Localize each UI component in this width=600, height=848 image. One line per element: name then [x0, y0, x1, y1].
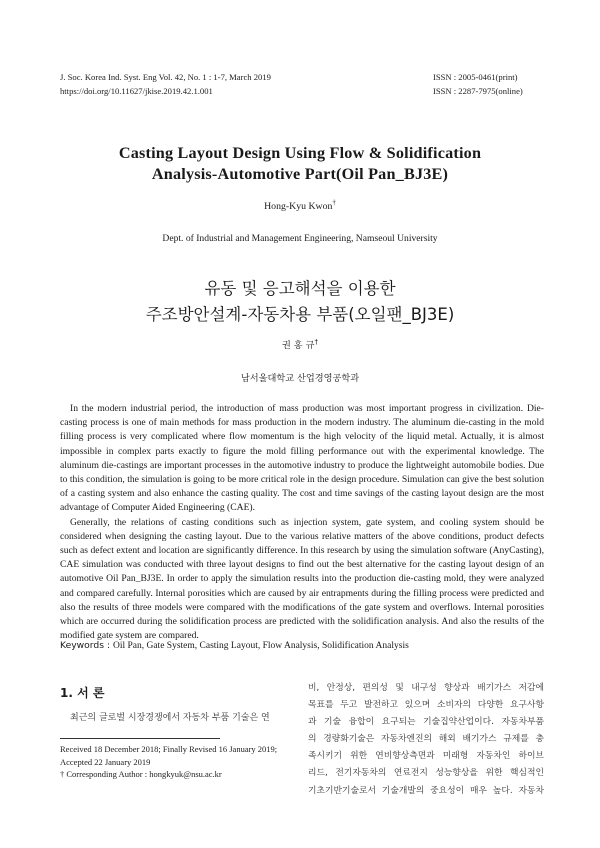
title-korean-line-1: 유동 및 응고해석을 이용한	[204, 279, 396, 298]
footnote-received: Received 18 December 2018; Finally Revised 16 January 2019;	[60, 744, 278, 754]
keywords-text: Oil Pan, Gate System, Casting Layout, Flow Analysis, Solidification Analysis	[112, 641, 409, 651]
title-korean	[0, 276, 600, 328]
corresponding-mark-ko: †	[314, 337, 318, 346]
title-korean-line-2: 주조방안설계-자동차용 부품(오일팬_BJ3E)	[145, 305, 455, 324]
abstract-paragraph-2: Generally, the relations of casting conditions such as injection system, gate system, and cooling system should be considered when designing the casting layout. Due to the various relative matters of the above conditions, product defects such as defect extent and location are significantly difference. In this research by using the simulation software (AnyCasting), CAE simulation was conducted with three layout designs to find out the best alternative for the casting layout design of an automotive Oil Pan_BJ3E. In order to apply the simulation results into the production die-casting mold, they were analyzed and compared carefully. Internal porosities which are caused by air entrapments during the filling process were predicted and also the results of three models were compared with the modifications of the gate system and overflows. Internal porosities which are occurred during the solidification process are predicted with the solidification analysis. And also the results of the modified gate system are compared.	[60, 516, 544, 642]
title-english-line-1: Casting Layout Design Using Flow & Solidification	[118, 144, 482, 162]
author-korean	[0, 337, 600, 351]
intro-line: 비, 안정상, 편의성 및 내구성 향상과 배기가스 저감에	[308, 683, 544, 693]
issn-online: ISSN : 2287-7975(online)	[433, 86, 523, 96]
intro-line: 기초기반기술로서 기술개발의 중요성이 매우 높다. 자동차	[308, 785, 544, 796]
affiliation-korean: 남서울대학교 산업경영공학과	[240, 373, 360, 384]
section-heading-introduction: 1. 서 론	[60, 686, 105, 700]
introduction-right-column	[308, 680, 544, 800]
journal-header-right	[433, 70, 523, 98]
intro-line: 리드, 전기자동차의 연료전지 성능향상을 위한 핵심적인	[308, 768, 544, 779]
doi-link[interactable]: https://doi.org/10.11627/jkise.2019.42.1.001	[60, 86, 213, 96]
intro-line: 의 경량화기술은 자동차엔진의 해외 배기가스 규제를 충	[308, 734, 544, 745]
author-english-name: Hong-Kyu Kwon	[264, 201, 333, 212]
keywords-label: Keywords	[60, 640, 105, 651]
intro-line: 목표를 두고 발전하고 있으며 소비자의 다양한 요구사항	[308, 700, 544, 711]
title-english	[0, 143, 600, 185]
corresponding-mark: †	[332, 198, 336, 207]
footnote-corresponding	[60, 768, 277, 781]
footnote-divider	[60, 738, 220, 739]
introduction-left-text: 최근의 글로벌 시장경쟁에서 자동차 부품 기술은 연	[70, 713, 270, 723]
keywords-separator: :	[104, 640, 113, 651]
title-english-line-2: Analysis-Automotive Part(Oil Pan_BJ3E)	[151, 165, 449, 183]
journal-citation: J. Soc. Korea Ind. Syst. Eng Vol. 42, No. 1 : 1-7, March 2019	[60, 72, 271, 82]
abstract-paragraph-1: In the modern industrial period, the introduction of mass production was most important progress in civilization. Die-casting process is one of main methods for mass production in the modern industry. The aluminum die-casting in the mold filling process is very complicated where flow momentum is the high velocity of the liquid metal. Actually, it is almost impossible in complex parts exactly to figure the mold filling performance out with the experimental knowledge. The aluminum die-castings are important processes in the automotive industry to produce the lightweight automobile bodies. Due to this condition, the simulation is going to be more critical role in the design procedure. Simulation can give the best solution of a casting system and also enhance the casting quality. The cost and time savings of the casting layout design are the most advantage of Computer Aided Engineering (CAE).	[60, 403, 544, 514]
intro-line: 과 기술 융합이 요구되는 기술집약산업이다. 자동차부품	[308, 717, 544, 728]
abstract	[60, 402, 544, 643]
footnote-corresponding-text: Corresponding Author : hongkyuk@nsu.ac.kr	[66, 769, 222, 779]
footnotes	[60, 743, 277, 781]
issn-print: ISSN : 2005-0461(print)	[433, 72, 518, 82]
affiliation-english: Dept. of Industrial and Management Engineering, Namseoul University	[162, 233, 438, 244]
keywords	[60, 640, 544, 651]
dagger-mark: †	[60, 769, 65, 779]
author-korean-name: 권 홍 규	[282, 340, 315, 351]
journal-header-left	[60, 70, 271, 98]
intro-line: 족시키기 위한 연비향상측면과 미래형 자동차인 하이브	[308, 751, 544, 762]
author-english	[0, 198, 600, 212]
footnote-accepted: Accepted 22 January 2019	[60, 756, 151, 767]
